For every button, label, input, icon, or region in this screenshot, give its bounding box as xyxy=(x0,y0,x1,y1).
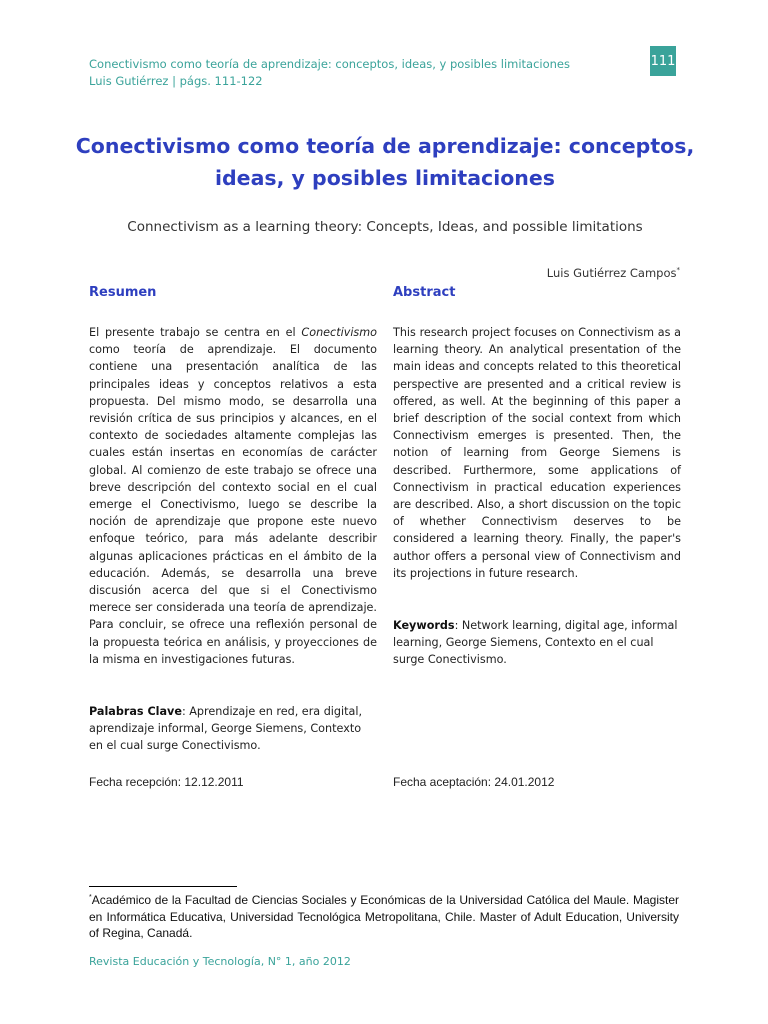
abstract-body: This research project focuses on Connectivism as a learning theory. An analytical presentation of the main ideas and concepts related to this theoretical perspective are presented and a critical review is offered, as well. At the beginning of this paper a brief description of the social context from which Connectivism emerges is presented. Then, the notion of learning from George Siemens is described. Furthermore, some applications of Connectivism in practical education experiences are described. Also, a short discussion on the topic of whether Connectivism deserves to be considered a learning theory. Finally, the paper's author offers a personal view of Connectivism and its projections in future research. xyxy=(393,326,681,580)
author-footnote-mark[interactable]: * xyxy=(676,266,680,275)
article-title: Conectivismo como teoría de aprendizaje: conceptos, ideas, y posibles limitaciones xyxy=(75,134,695,190)
abstract-keywords xyxy=(393,617,681,669)
resumen-keywords-label: Palabras Clave xyxy=(89,705,182,718)
author-line xyxy=(547,266,680,280)
resumen-body xyxy=(89,324,377,668)
resumen-keywords xyxy=(89,703,377,755)
journal-footer: Revista Educación y Tecnología, N° 1, año 2012 xyxy=(89,955,351,968)
footnote-mark: * xyxy=(89,894,92,901)
resumen-text-rest: como teoría de aprendizaje. El documento contiene una presentación analítica de las principales ideas y conceptos relativos a esta propuesta. Del mismo modo, se desarrolla una revisión crítica de sus principios y alcances, en el contexto de sociedades altamente complejas las cuales están insertas en economías de carácter global. Al comienzo de este trabajo se ofrece una breve descripción del contexto social en el cual emerge el Conectivismo, luego se describe la noción de aprendizaje que propone este nuevo enfoque teórico, para más adelante describir algunas aplicaciones prácticas en el ámbito de la educación. Además, se desarrolla una breve discusión acerca del que si el Conectivismo merece ser considerada una teoría de aprendizaje. Para concluir, se ofrece una reflexión personal de la propuesta teórica en análisis, y proyecciones de la misma en investigaciones futuras. xyxy=(89,343,377,666)
running-head-title: Conectivismo como teoría de aprendizaje: conceptos, ideas, y posibles limitaciones xyxy=(89,57,571,71)
footnote-text: Académico de la Facultad de Ciencias Sociales y Económicas de la Universidad Católica del Maule. Magister en Informática Educativa, Universidad Tecnológica Metropolitana, Chile. Master of Adult Education, University of Regina, Canadá. xyxy=(89,893,679,940)
acceptance-date: Fecha aceptación: 24.01.2012 xyxy=(393,775,555,789)
resumen-heading: Resumen xyxy=(89,285,157,300)
page-number: 111 xyxy=(650,46,676,76)
author-name: Luis Gutiérrez Campos xyxy=(546,266,677,280)
footnote-divider xyxy=(89,886,237,887)
abstract-keywords-list: : Network learning, digital age, informal learning, George Siemens, Contexto en el cual surge Conectivismo. xyxy=(393,619,678,667)
abstract-keywords-label: Keywords xyxy=(393,619,455,632)
reception-date: Fecha recepción: 12.12.2011 xyxy=(89,775,244,789)
resumen-text-italic: Conectivismo xyxy=(301,326,377,339)
running-head-author-pages: Luis Gutiérrez | págs. 111-122 xyxy=(89,74,263,88)
article-subtitle: Connectivism as a learning theory: Concepts, Ideas, and possible limitations xyxy=(127,219,643,235)
abstract-heading: Abstract xyxy=(393,285,456,300)
resumen-text-start: El presente trabajo se centra en el xyxy=(89,326,302,339)
author-footnote xyxy=(89,890,679,942)
running-head xyxy=(89,56,570,90)
resumen-keywords-list: : Aprendizaje en red, era digital, aprendizaje informal, George Siemens, Contexto en el cual surge Conectivismo. xyxy=(89,705,363,753)
